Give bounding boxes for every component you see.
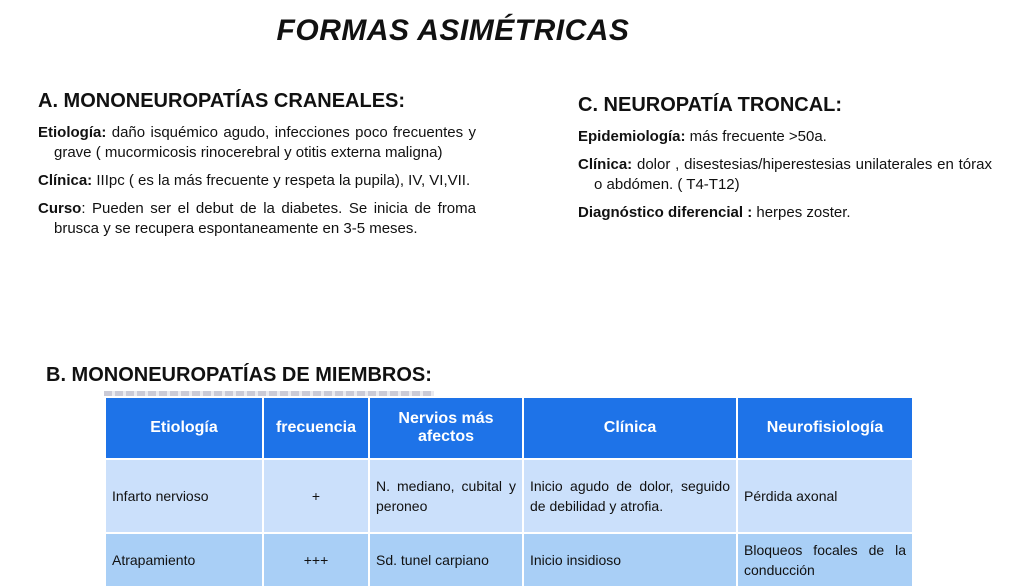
item-label: Epidemiología: xyxy=(578,128,686,145)
table-cell: Infarto nervioso xyxy=(105,459,263,533)
item-label: Diagnóstico diferencial : xyxy=(578,204,753,221)
section-c xyxy=(578,94,992,231)
section-a xyxy=(38,90,476,247)
table-cell: N. mediano, cubital y peroneo xyxy=(369,459,523,533)
item-text: : Pueden ser el debut de la diabetes. Se inicia de froma brusca y se recupera espontaneamente en 3-5 meses. xyxy=(54,200,476,237)
table-cell: + xyxy=(263,459,369,533)
item-text: más frecuente >50a. xyxy=(685,128,827,145)
header-nervios: Nervios más afectos xyxy=(369,397,523,459)
header-clinica: Clínica xyxy=(523,397,737,459)
section-a-curso xyxy=(38,199,476,239)
table-cell: Sd. tunel carpiano xyxy=(369,533,523,587)
table-cell: Atrapamiento xyxy=(105,533,263,587)
table-row xyxy=(105,533,913,587)
mononeuropathy-table xyxy=(104,396,914,588)
header-etiologia: Etiología xyxy=(105,397,263,459)
table-cell: Inicio agudo de dolor, seguido de debilidad y atrofia. xyxy=(523,459,737,533)
section-b-heading: B. MONONEUROPATÍAS DE MIEMBROS: xyxy=(46,364,432,386)
section-a-heading: A. MONONEUROPATÍAS CRANEALES: xyxy=(38,90,406,112)
item-label: Clínica: xyxy=(38,172,93,189)
section-c-heading: C. NEUROPATÍA TRONCAL: xyxy=(578,94,843,116)
table-row xyxy=(105,459,913,533)
section-c-diagnostico xyxy=(578,203,992,223)
section-c-clinica xyxy=(578,155,992,195)
item-text: IIIpc ( es la más frecuente y respeta la pupila), IV, VI,VII. xyxy=(92,172,471,189)
table-cell: Inicio insidioso xyxy=(523,533,737,587)
item-text: daño isquémico agudo, infecciones poco frecuentes y grave ( mucormicosis rinocerebral y otitis externa maligna) xyxy=(54,124,476,161)
table-cell: Bloqueos focales de la conducción xyxy=(737,533,913,587)
table-header-row xyxy=(105,397,913,459)
section-c-epidemiologia xyxy=(578,127,992,147)
table-cell: Pérdida axonal xyxy=(737,459,913,533)
section-a-clinica xyxy=(38,171,476,191)
item-label: Etiología: xyxy=(38,124,107,141)
item-label: Curso xyxy=(38,200,82,217)
header-neurofisiologia: Neurofisiología xyxy=(737,397,913,459)
section-a-etiologia xyxy=(38,123,476,163)
item-text: herpes zoster. xyxy=(752,204,851,221)
slide-title: FORMAS ASIMÉTRICAS xyxy=(276,14,630,47)
item-text: dolor , disestesias/hiperestesias unilaterales en tórax o abdómen. ( T4-T12) xyxy=(594,156,992,193)
table-cell: +++ xyxy=(263,533,369,587)
header-frecuencia: frecuencia xyxy=(263,397,369,459)
item-label: Clínica: xyxy=(578,156,633,173)
